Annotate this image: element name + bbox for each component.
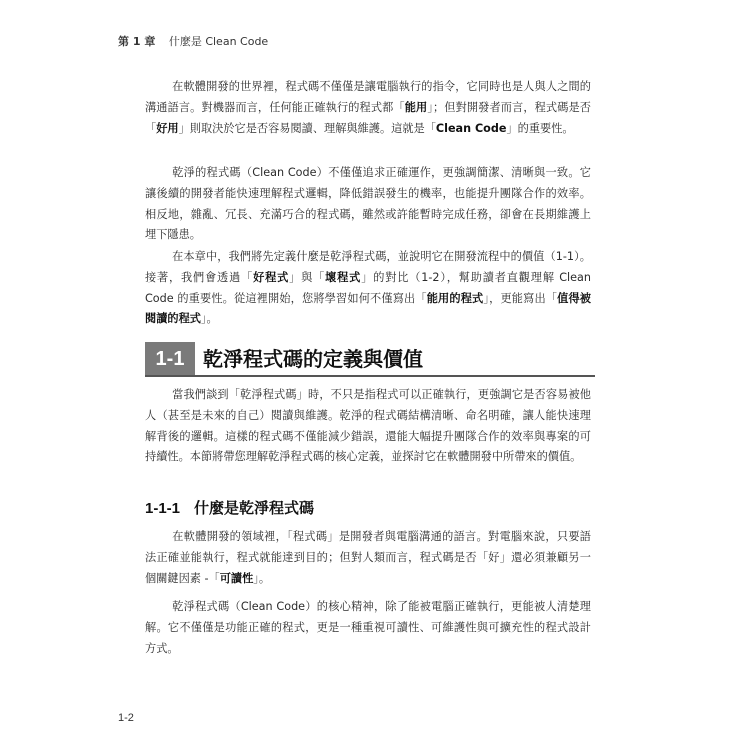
chapter-label: 第 1 章 xyxy=(118,35,156,48)
emphasis: 好程式 xyxy=(253,270,290,284)
text-run: 乾淨程式碼（Clean Code）的核心精神，除了能被電腦正確執行，更能被人清楚理解。它不僅僅是功能正確的程式，更是一種重視可讀性、可維護性與可擴充性的程式設計方式。 xyxy=(145,600,591,655)
section-paragraph xyxy=(145,385,591,468)
text-run: 」。 xyxy=(253,571,271,585)
text-run: 在軟體開發的領域裡，「程式碼」是開發者與電腦溝通的語言。對電腦來說，只要語法正確並能執行，程式就能達到目的；但對人類而言，程式碼是否「好」還必須兼顧另一個關鍵因素 -「 xyxy=(145,530,591,585)
subsection-title: 什麼是乾淨程式碼 xyxy=(194,499,315,517)
emphasis: Clean Code xyxy=(435,121,507,135)
text-run: 」與「 xyxy=(289,270,326,284)
page-number: 1-2 xyxy=(118,712,134,724)
emphasis: 能用 xyxy=(404,100,428,114)
chapter-title: 什麼是 Clean Code xyxy=(168,35,269,48)
running-header xyxy=(118,33,268,49)
subsection-number: 1-1-1 xyxy=(145,500,181,517)
text-run: 」；但對開發者而言，程式碼是否「 xyxy=(145,100,591,135)
text-run: 」則取決於它是否容易閱讀、理解與維護。這就是「 xyxy=(178,121,436,135)
text-run: 」的對比（1-2），幫助讀者直觀理解 Clean Code 的重要性。從這裡開始，您將學習如何不僅寫出「 xyxy=(145,270,591,305)
text-run: 」的重要性。 xyxy=(506,121,574,135)
section-title: 乾淨程式碼的定義與價值 xyxy=(203,347,423,371)
subsection-paragraph-1 xyxy=(145,527,591,589)
section-underline xyxy=(145,375,595,377)
section-heading xyxy=(145,342,595,376)
text-run: 」，更能寫出「 xyxy=(483,291,558,305)
emphasis: 好用 xyxy=(156,121,179,135)
text-run: 在軟體開發的世界裡，程式碼不僅僅是讓電腦執行的指令，它同時也是人與人之間的溝通語言。對機器而言，任何能正確執行的程式都「 xyxy=(145,80,591,114)
subsection-heading xyxy=(145,497,314,518)
text-run: 當我們談到「乾淨程式碼」時，不只是指程式可以正確執行，更強調它是否容易被他人（甚至是未來的自己）閱讀與維護。乾淨的程式碼結構清晰、命名明確，讓人能快速理解背後的邏輯。這樣的程式碼不僅能減少錯誤，還能大幅提升團隊合作的效率與專案的可持續性。本節將帶您理解乾淨程式碼的核心定義，並探討它在軟體開發中所帶來的價值。 xyxy=(145,388,591,464)
emphasis: 壞程式 xyxy=(325,270,362,284)
emphasis: 能用的程式 xyxy=(426,291,484,305)
text-run: 乾淨的程式碼（Clean Code）不僅僅追求正確運作，更強調簡潔、清晰與一致。它讓後續的開發者能快速理解程式邏輯，降低錯誤發生的機率，也能提升團隊合作的效率。相反地，雜亂、冗長、充滿巧合的程式碼，雖然或許能暫時完成任務，卻會在長期維護上埋下隱患。 xyxy=(145,166,591,242)
text-run: 」。 xyxy=(200,312,218,326)
intro-paragraph-3 xyxy=(145,247,591,330)
subsection-paragraph-2 xyxy=(145,597,591,659)
intro-paragraph-1 xyxy=(145,77,591,139)
intro-paragraph-2 xyxy=(145,163,591,246)
text-run: 在本章中，我們將先定義什麼是乾淨程式碼，並說明它在開發流程中的價值（1-1）。接著，我們會透過「 xyxy=(145,250,591,284)
emphasis: 可讀性 xyxy=(219,571,254,585)
emphasis: 值得被閱讀的程式 xyxy=(145,291,591,326)
section-number-badge: 1-1 xyxy=(145,342,195,376)
